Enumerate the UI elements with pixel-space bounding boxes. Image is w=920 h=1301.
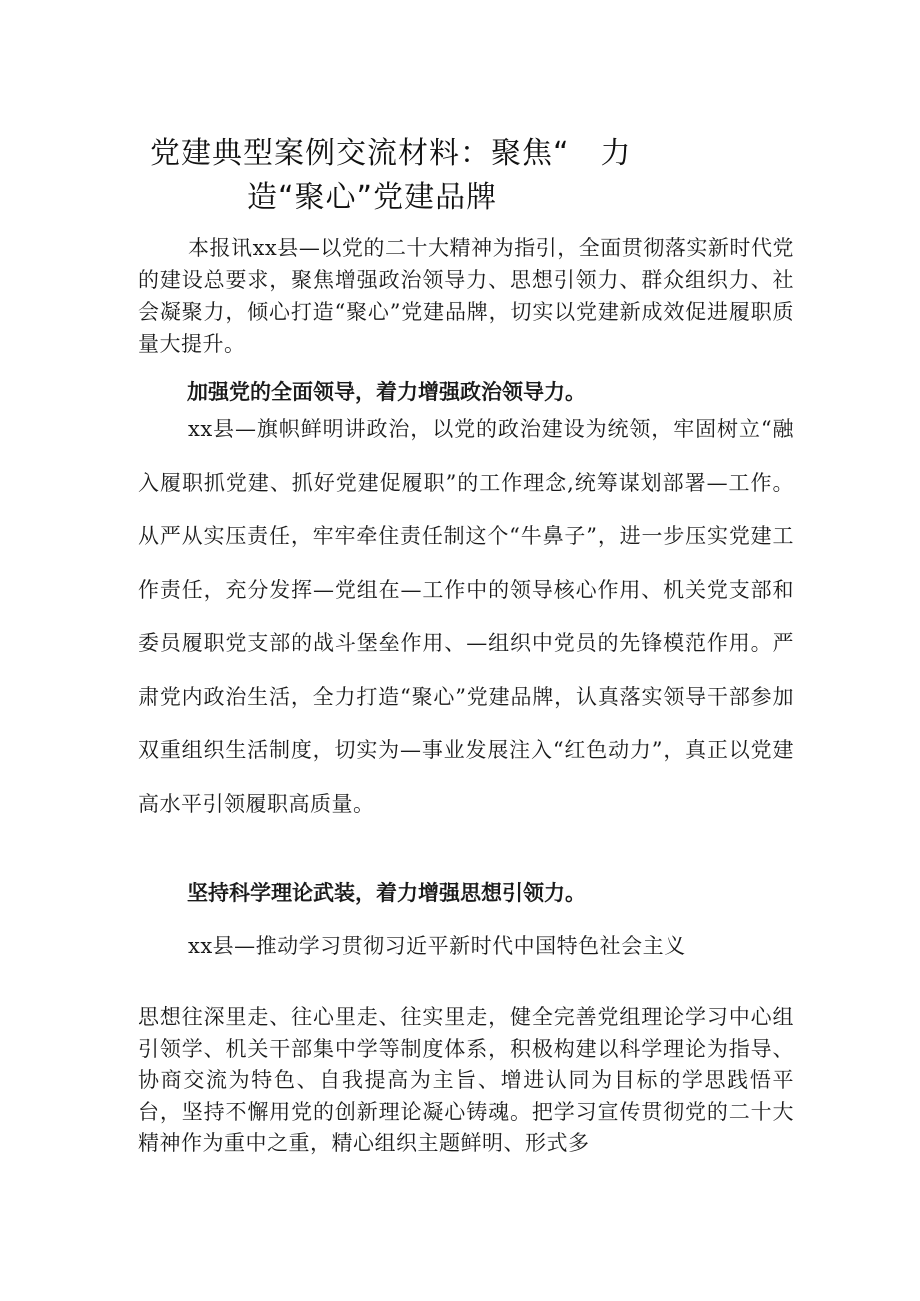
section-2-body: 思想往深里走、往心里走、往实里走，健全完善党组理论学习中心组引领学、机关干部集中学等制度体系，积极构建以科学理论为指导、协商交流为特色、自我提高为主旨、增进认同为目标的学思践悟平台，坚持不懈用党的创新理论凝心铸魂。把学习宣传贯彻党的二十大精神作为重中之重，精心组织主题鲜明、形式多 — [138, 1005, 794, 1155]
title-line-1: 党建典型案例交流材料：聚焦“ 力 — [150, 136, 632, 171]
title-line-2: 造“聚心”党建品牌 — [247, 180, 498, 215]
section-2-heading: 坚持科学理论武装，着力增强思想引领力。 — [187, 880, 586, 905]
intro-paragraph: 本报讯xx县—以党的二十大精神为指引，全面贯彻落实新时代党的建设总要求，聚焦增强政治领导力、思想引领力、群众组织力、社会凝聚力，倾心打造“聚心”党建品牌，切实以党建新成效促进履职质量大提升。 — [138, 236, 794, 356]
section-2-body-first-line: xx县—推动学习贯彻习近平新时代中国特色社会主义 — [188, 934, 686, 958]
section-1-heading: 加强党的全面领导，着力增强政治领导力。 — [187, 379, 586, 404]
section-1-body: xx县—旗帜鲜明讲政治，以党的政治建设为统领，牢固树立“融入履职抓党建、抓好党建促履职”的工作理念,统筹谋划部署—工作。从严从实压责任，牢牢牵住责任制这个“牛鼻子”，进一步压实党建工作责任，充分发挥—党组在—工作中的领导核心作用、机关党支部和委员履职党支部的战斗堡垒作用、—组织中党员的先锋模范作用。严肃党内政治生活，全力打造“聚心”党建品牌，认真落实领导干部参加双重组织生活制度，切实为—事业发展注入“红色动力”，真正以党建高水平引领履职高质量。 — [138, 417, 794, 816]
